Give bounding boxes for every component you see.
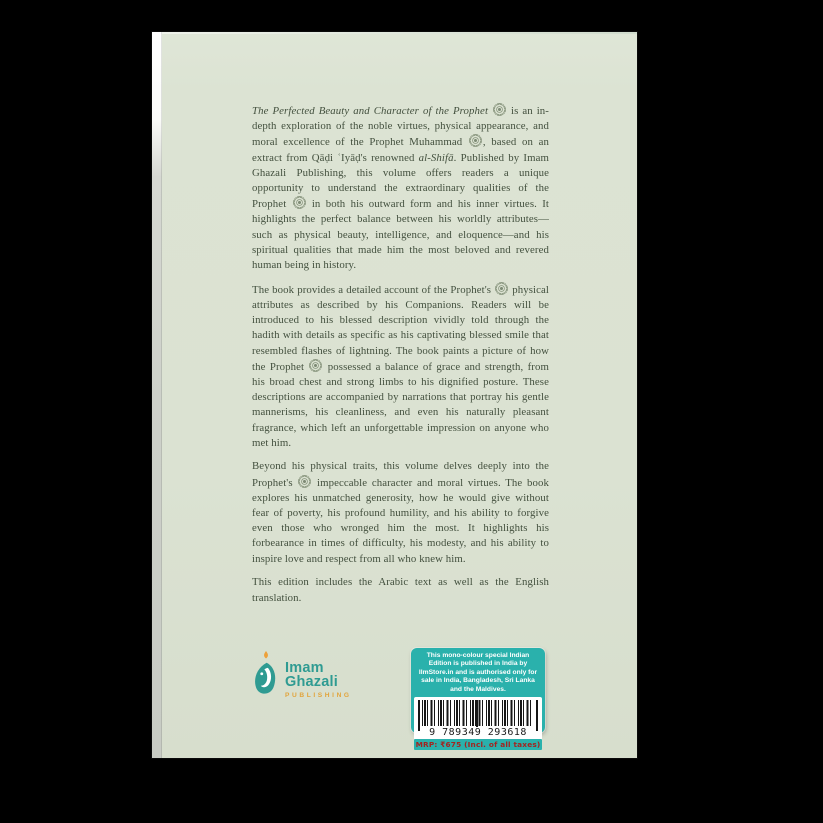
flame-icon — [264, 651, 268, 658]
price-sticker — [411, 648, 545, 750]
blurb-text: possessed a balance of grace and strength, from his broad chest and strong limbs to his dignified posture. These descriptions are accompanied by narrations that portray his gentle mannerisms, his cleanliness, and even his naturally pleasant fragrance, which left an unforgettable impression on anyone who met him. — [252, 360, 549, 449]
book-page-edge — [152, 32, 162, 758]
publisher-name-line2: Ghazali — [285, 674, 338, 690]
calligraphy-dot-icon — [260, 672, 263, 675]
blurb-text: Beyond his physical traits, this volume delves deeply into the Prophet's — [252, 460, 549, 489]
blurb-text: in both his outward form and his inner virtues. It highlights the perfect balance between his worldly attributes—such as physical beauty, intelligence, and eloquence—and his spiritual qualities that made him the most beloved and revered human being in history. — [252, 198, 549, 272]
publisher-name-line1: Imam — [285, 660, 324, 676]
blurb-paragraph — [252, 103, 549, 273]
blurb-text: impeccable character and moral virtues. The book explores his unmatched generosity, how he would give without fear of poverty, his profound humility, and his ability to forgive even those who wronged him the most. It highlights his forbearance in times of difficulty, his modesty, and his ability to inspire love and respect from all who knew him. — [252, 476, 549, 565]
publisher-name — [285, 649, 352, 699]
blurb-text: The book provides a detailed account of the Prophet's — [252, 283, 495, 296]
prophet-honorific-icon — [298, 475, 311, 488]
barcode-panel — [414, 697, 542, 750]
blurb-paragraph — [252, 282, 549, 451]
leaf-icon — [255, 663, 275, 694]
blurb-text: al-Shifā — [418, 151, 454, 164]
blurb-text: , based on an extract from Qāḍi ʿIyāḍ's renowned — [252, 136, 549, 164]
publisher-logo — [253, 649, 352, 705]
mrp-strip — [414, 739, 542, 750]
blurb-text: is an in-depth exploration of the noble virtues, physical appearance, and moral excellence of the Prophet Muhammad — [252, 105, 549, 149]
prophet-honorific-icon — [469, 134, 482, 147]
blurb-text: This edition includes the Arabic text as well as the English translation. — [252, 576, 549, 604]
blurb-text: physical attributes as described by his Companions. Readers will be introduced to his blessed description vividly told through the hadith with details as specific as his captivating blessed smile that resembled flashes of lightning. The book paints a picture of how the Prophet — [252, 283, 549, 373]
imam-ghazali-leaf-flame-logo-icon — [253, 649, 279, 705]
isbn-number: 9 789349 293618 — [429, 727, 527, 739]
blurb-paragraph — [252, 459, 549, 566]
prophet-honorific-icon — [495, 282, 508, 295]
ean13-barcode-icon — [422, 700, 534, 726]
edition-notice: This mono-colour special Indian Edition is published in India by IlmStore.in and is authorised only for sale in India, Bangladesh, Sri Lanka and the Maldives. — [418, 652, 538, 693]
back-cover-blurb — [252, 103, 549, 614]
blurb-text: . Published by Imam Ghazali Publishing, this volume offers readers a unique opportunity to understand the extraordinary qualities of the Prophet — [252, 151, 549, 211]
prophet-honorific-icon — [493, 103, 506, 116]
publisher-tagline: PUBLISHING — [285, 692, 352, 699]
mrp-label: MRP: ₹675 (Incl. of all taxes) — [415, 740, 541, 750]
prophet-honorific-icon — [309, 359, 322, 372]
blurb-paragraph — [252, 575, 549, 605]
book-back-cover — [152, 32, 637, 758]
blurb-text: The Perfected Beauty and Character of the Prophet — [252, 105, 493, 117]
prophet-honorific-icon — [293, 196, 306, 209]
